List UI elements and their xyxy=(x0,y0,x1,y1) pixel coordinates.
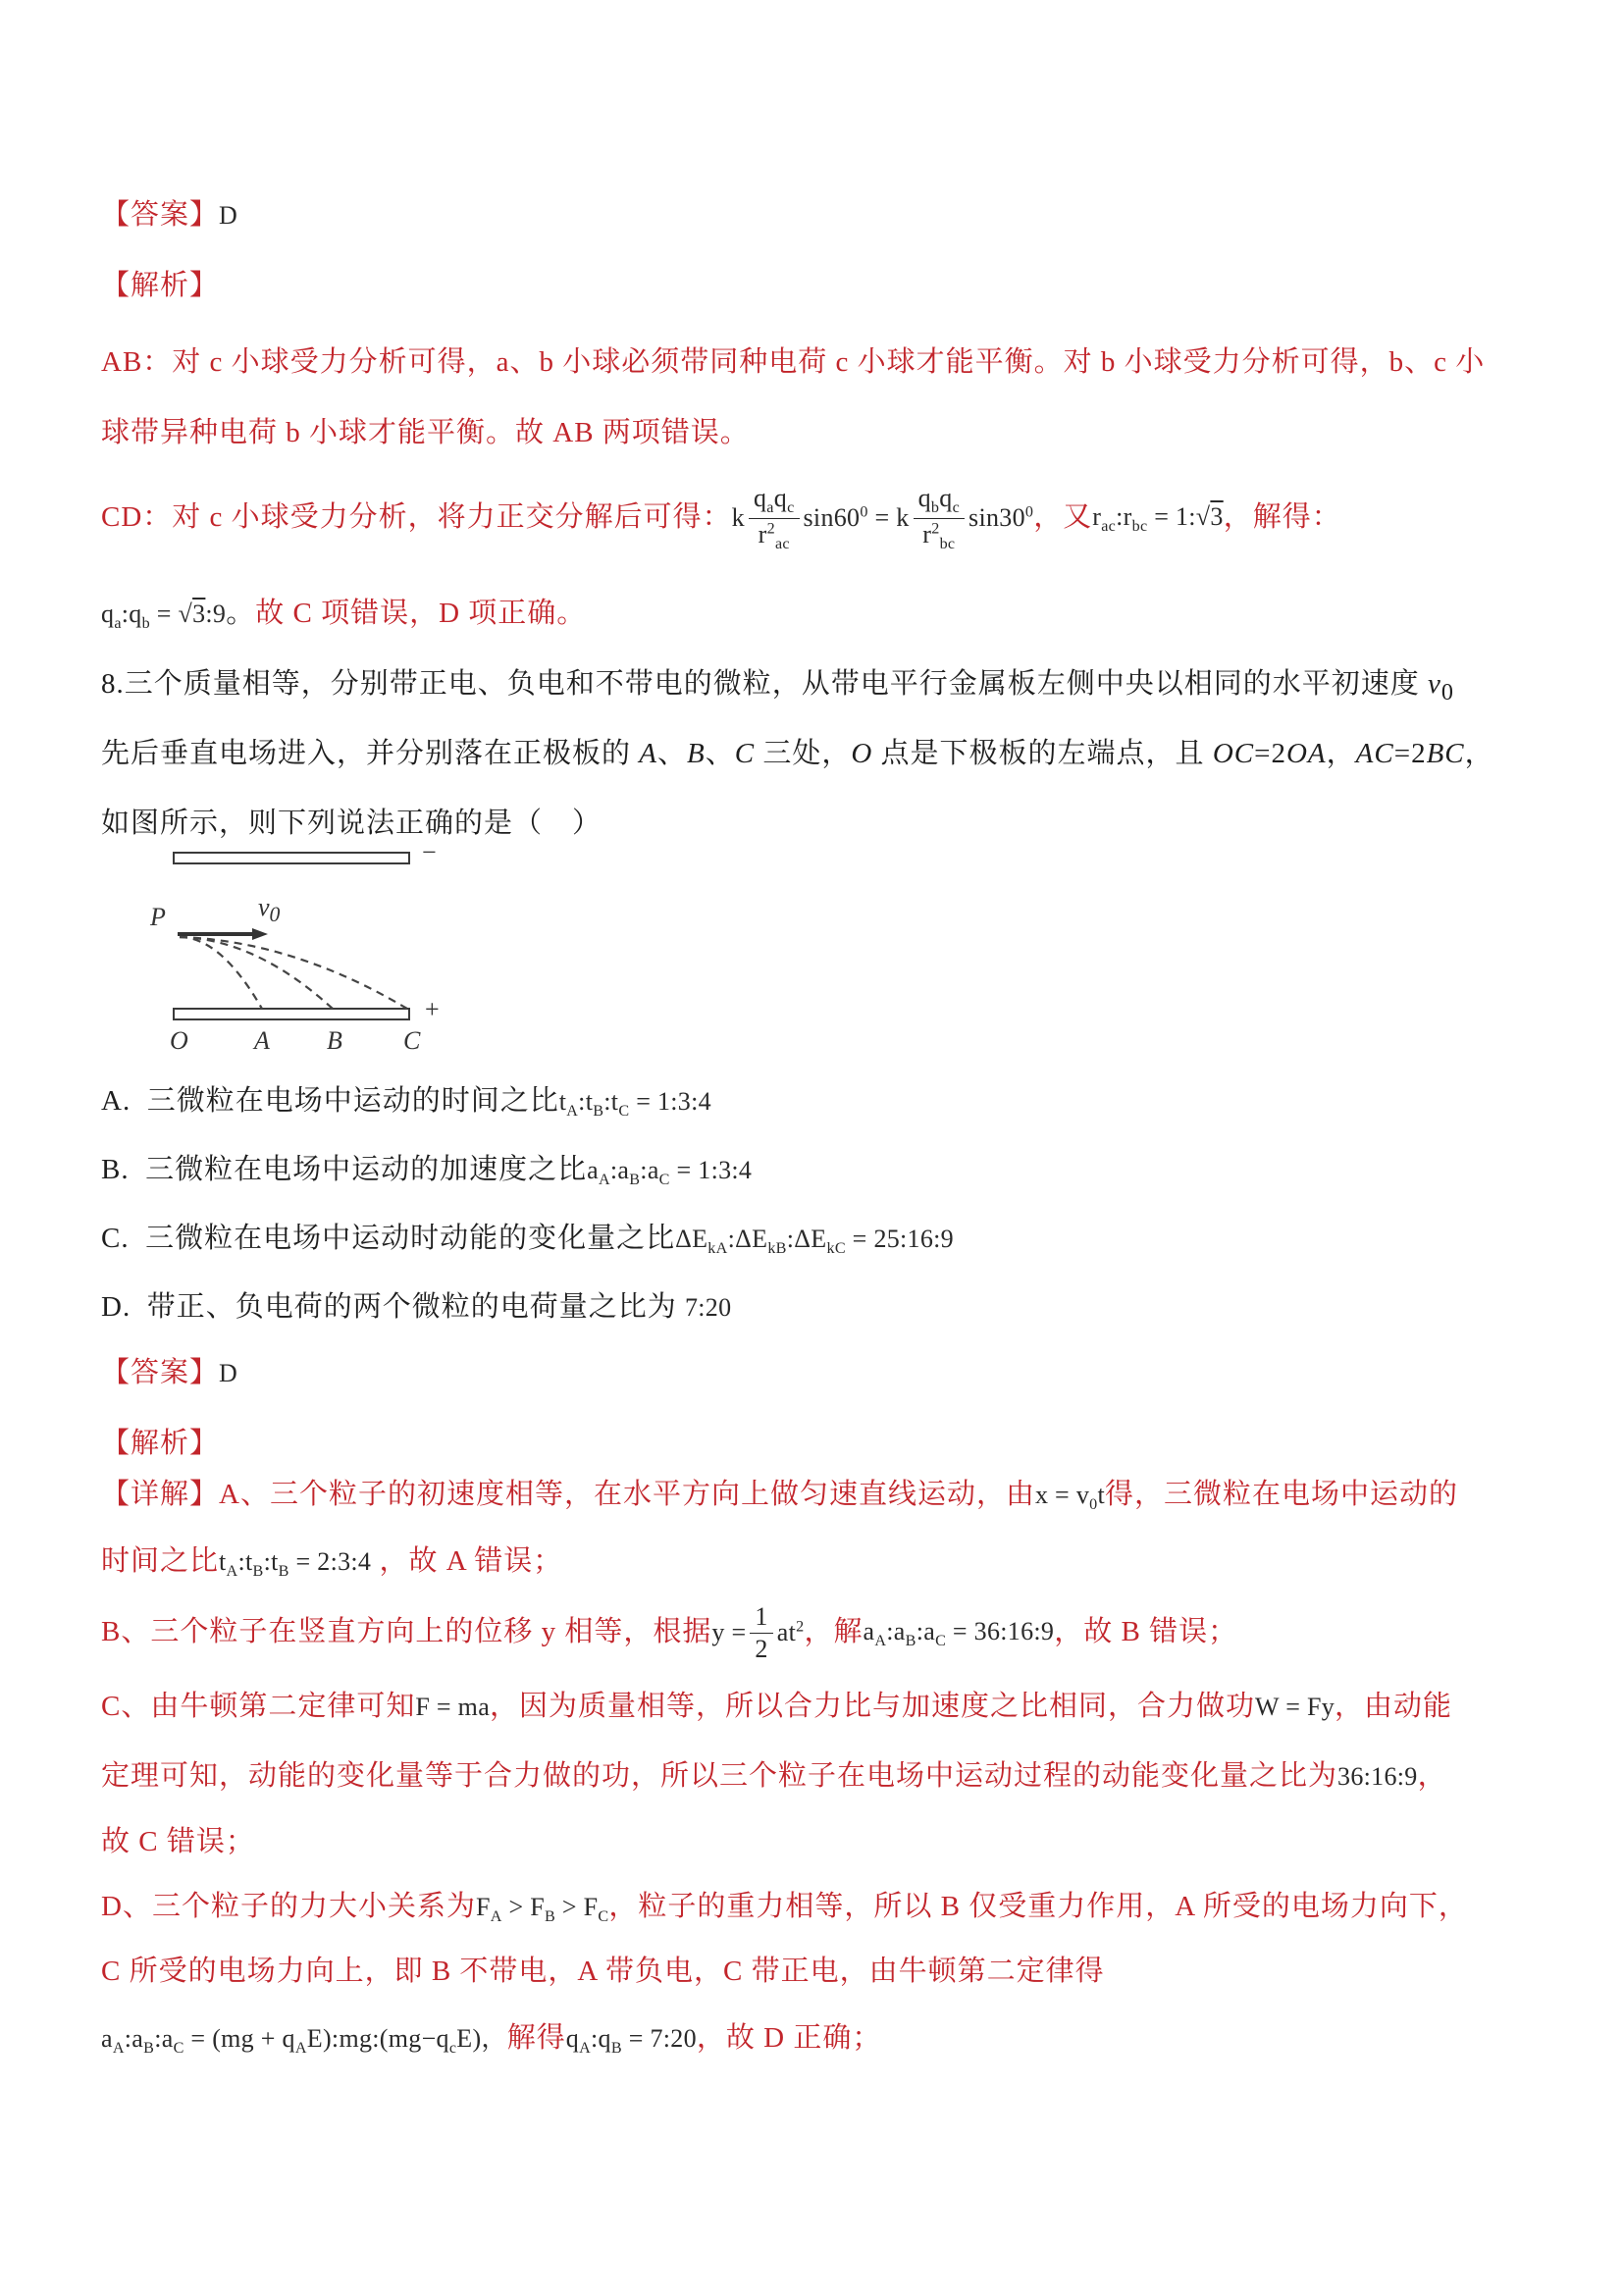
text-segment: 【详解】A、三个粒子的初速度相等，在水平方向上做匀速直线运动，由 xyxy=(101,1479,1035,1510)
q8-option-d xyxy=(101,1288,1534,1327)
text-segment: B、三个粒子在竖直方向上的位移 y 相等，根据 xyxy=(101,1616,712,1648)
text-segment: 【解析】 xyxy=(101,1428,220,1459)
q8-stem-line1: 8.三个质量相等，分别带正电、负电和不带电的微粒，从带电平行金属板左侧中央以相同的水平初速度 $v_0$ xyxy=(101,668,1454,705)
top-plate xyxy=(174,853,409,863)
text-segment: ，又 xyxy=(1033,501,1093,534)
velocity-arrow-head xyxy=(252,928,268,940)
text-segment: 故 C 错误； xyxy=(101,1826,255,1857)
q7-solution-cd-line xyxy=(101,473,1534,563)
q8-detail-d-line1 xyxy=(101,1888,1534,1928)
text-segment: $a_A:a_B:a_C = (mg$ + $q_AE):mg:(mg-q_cE)$， xyxy=(101,2024,507,2058)
text-segment: $a_A:a_B:a_C$ = 36:16:9 xyxy=(863,1616,1055,1649)
negative-plate-sign: − xyxy=(422,838,437,866)
text-segment: $q_A:q_B$ = 7:20 xyxy=(565,2024,697,2058)
q7-answer-line xyxy=(101,196,1534,235)
bottom-plate xyxy=(174,1009,409,1019)
point-A-label: A xyxy=(254,1026,270,1055)
q7-solution-result-line xyxy=(101,595,1534,635)
text-segment: $\frac{1}{2}$ xyxy=(750,1601,772,1663)
text-segment: D、三个粒子的力大小关系为 xyxy=(101,1891,476,1922)
text-segment: 36:16:9 xyxy=(1337,1762,1418,1791)
text-segment: ， xyxy=(1417,1760,1447,1792)
q7-solution-ab-line1 xyxy=(101,343,1534,382)
text-segment: y = xyxy=(711,1618,747,1647)
figure-drawing xyxy=(113,844,451,1068)
text-segment: $\sin 30^0$ xyxy=(969,503,1034,533)
text-segment: 7:20 xyxy=(684,1293,732,1322)
point-B-label: B xyxy=(327,1026,342,1055)
text-segment: 【答案】 xyxy=(101,1357,220,1388)
point-C-label: C xyxy=(403,1026,421,1055)
text-segment: ，因为质量相等，所以合力比与加速度之比相同，合力做功 xyxy=(490,1691,1256,1722)
text-segment: $r_{ac}:r_{bc}$ = 1:√3 xyxy=(1092,501,1224,535)
q8-stem-line3: 如图所示，则下列说法正确的是（ ） xyxy=(101,808,602,839)
trajectory-to-C xyxy=(180,937,407,1009)
text-segment: ，解得： xyxy=(1223,501,1341,534)
q8-analysis-label xyxy=(101,1425,1534,1463)
text-segment: ，由动能 xyxy=(1335,1691,1453,1722)
text-segment: ，故 D 正确； xyxy=(696,2022,882,2054)
point-P-label: P xyxy=(150,903,166,931)
text-segment: 。 xyxy=(226,598,256,629)
text-segment: D. 带正、负电荷的两个微粒的电荷量之比为 xyxy=(101,1291,685,1323)
text-segment: ，故 A 错误； xyxy=(371,1545,563,1577)
parallel-plate-figure xyxy=(113,838,451,1068)
text-segment: 得，三微粒在电场中运动的 xyxy=(1105,1479,1459,1510)
point-O-label: O xyxy=(170,1026,188,1055)
text-segment: $t_A:t_B:t_B$ = 2:3:4 xyxy=(219,1547,372,1581)
text-segment: k xyxy=(731,503,745,533)
q8-detail-c-line1 xyxy=(101,1688,1534,1726)
text-segment: D xyxy=(219,1359,238,1387)
text-segment: B. 三微粒在电场中运动的加速度之比 xyxy=(101,1154,588,1185)
q8-detail-a-line2 xyxy=(101,1542,1534,1583)
text-segment: AB：对 c 小球受力分析可得，a、b 小球必须带同种电荷 c 小球才能平衡。对 b 小球受力分析可得，b、c 小 xyxy=(101,346,1486,378)
text-segment: 故 C 项错误，D 项正确。 xyxy=(255,598,587,629)
text-segment: $x = v_0t$ xyxy=(1034,1481,1106,1514)
q8-stem-line2: 先后垂直电场进入，并分别落在正极板的 A、B、C 三处，O 点是下极板的左端点，且 OC=2OA，AC=2BC， xyxy=(101,738,1494,769)
q8-option-c xyxy=(101,1220,1534,1260)
q7-analysis-label xyxy=(101,267,1534,305)
text-segment: 【解析】 xyxy=(101,270,220,301)
text-segment: 定理可知，动能的变化量等于合力做的功，所以三个粒子在电场中运动过程的动能变化量之比为 xyxy=(101,1760,1338,1792)
q8-option-a xyxy=(101,1082,1534,1122)
trajectory-to-A xyxy=(180,937,262,1009)
text-segment: 时间之比 xyxy=(101,1545,220,1577)
text-segment: C. 三微粒在电场中运动时动能的变化量之比 xyxy=(101,1223,676,1254)
text-segment: $\sin 60^0 = k$ xyxy=(803,503,910,533)
q8-detail-d-formula xyxy=(101,2019,1534,2060)
text-segment: $\Delta E_{kA}:\Delta E_{kB}:\Delta E_{kC}$ = 25:16:9 xyxy=(675,1225,954,1258)
text-segment: 【答案】 xyxy=(101,199,220,231)
text-segment: $at^2$ xyxy=(776,1618,805,1647)
text-segment: 解得 xyxy=(506,2022,566,2054)
text-segment: ，粒子的重力相等，所以 B 仅受重力作用，A 所受的电场力向下， xyxy=(608,1891,1468,1922)
text-segment: $\frac{q_bq_c}{r^2_{bc}}$ xyxy=(914,483,965,553)
q8-detail-d-line2 xyxy=(101,1953,1534,1991)
text-segment: D xyxy=(219,201,238,230)
text-segment: F = ma xyxy=(415,1693,491,1721)
text-segment: ，解 xyxy=(804,1616,864,1648)
q8-detail-c-line2 xyxy=(101,1757,1534,1796)
text-segment: $F_A > F_B > F_C$ xyxy=(475,1893,609,1926)
text-segment: C、由牛顿第二定律可知 xyxy=(101,1691,416,1722)
q8-detail-b-line xyxy=(101,1595,1534,1670)
text-segment: $a_A:a_B:a_C$ = 1:3:4 xyxy=(587,1156,753,1189)
q8-answer-line xyxy=(101,1354,1534,1392)
text-segment: A. 三微粒在电场中运动的时间之比 xyxy=(101,1085,559,1117)
text-segment: W = Fy xyxy=(1255,1693,1335,1721)
positive-plate-sign: + xyxy=(425,995,440,1023)
q8-detail-a-line1 xyxy=(101,1476,1534,1516)
text-segment: ，故 B 错误； xyxy=(1054,1616,1238,1648)
text-segment: CD：对 c 小球受力分析，将力正交分解后可得： xyxy=(101,501,732,534)
initial-velocity-label: $v_0$ xyxy=(258,893,281,927)
text-segment: C 所受的电场力向上，即 B 不带电，A 带负电，C 带正电，由牛顿第二定律得 xyxy=(101,1956,1105,1987)
text-segment: 球带异种电荷 b 小球才能平衡。故 AB 两项错误。 xyxy=(101,417,750,448)
text-segment: $t_A:t_B:t_C$ = 1:3:4 xyxy=(558,1087,711,1121)
q8-detail-c-line3 xyxy=(101,1823,1534,1861)
text-segment: $q_a:q_b$ = √3:9 xyxy=(101,600,227,633)
text-segment: $\frac{q_aq_c}{r^2_{ac}}$ xyxy=(749,483,800,553)
q7-solution-ab-line2 xyxy=(101,414,1534,452)
q8-option-b xyxy=(101,1151,1534,1191)
